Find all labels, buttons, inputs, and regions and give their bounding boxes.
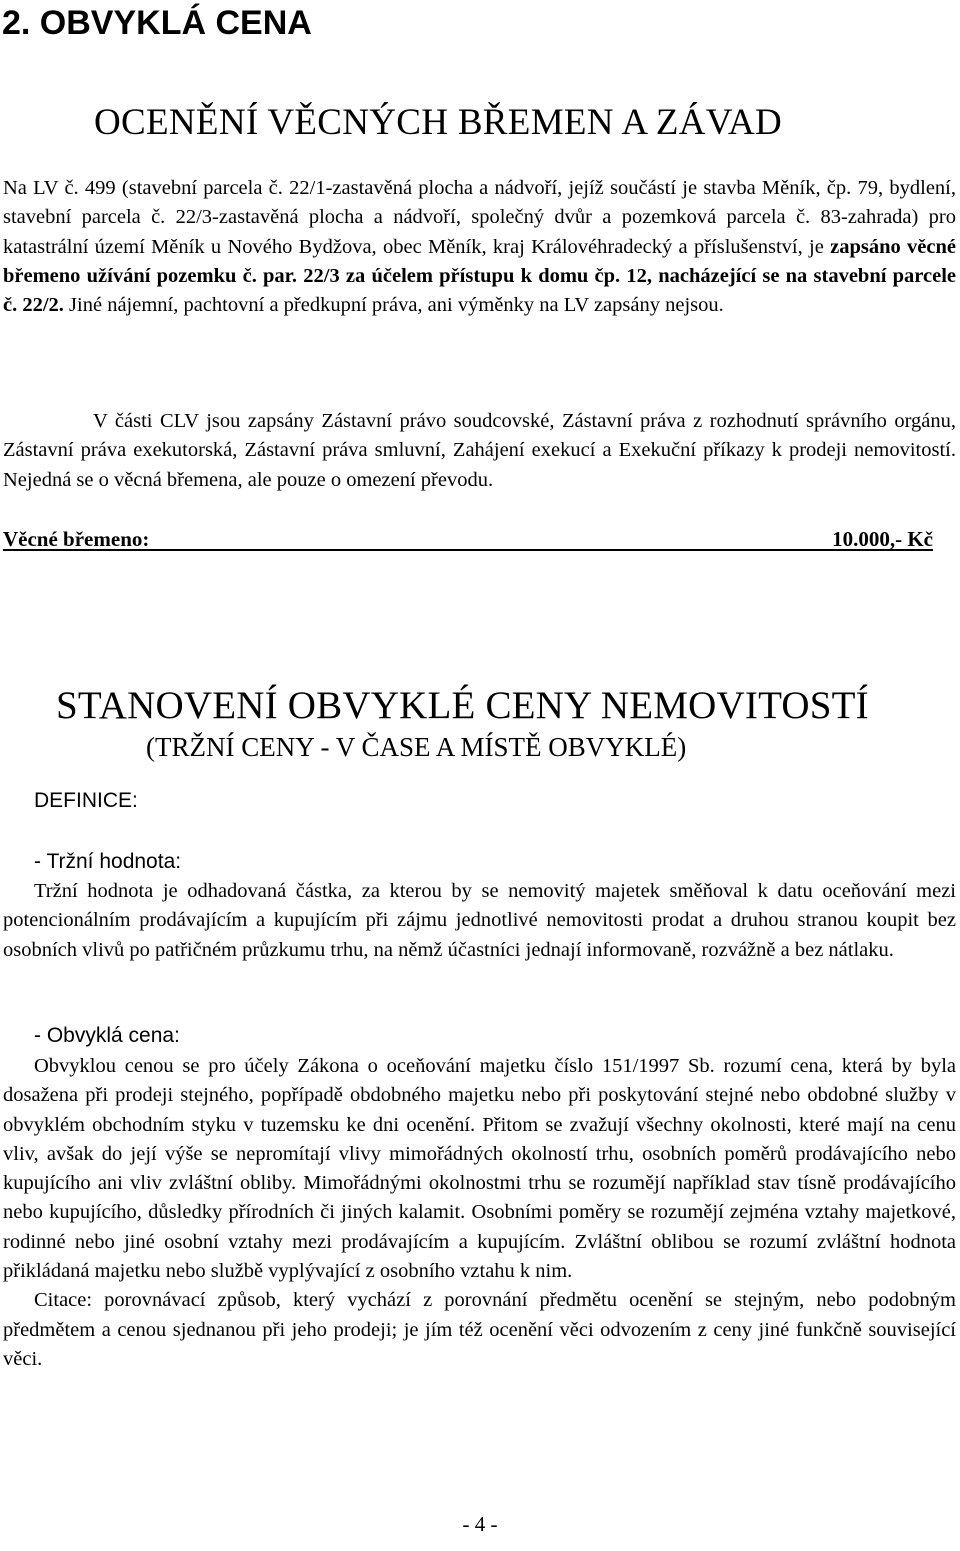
burden-label: Věcné břemeno: [3, 527, 150, 551]
definitions-label: DEFINICE: [34, 789, 138, 812]
lv-paragraph-text: Na LV č. 499 (stavební parcela č. 22/1-zastavěná plocha a nádvoří, jejíž součástí je stavba Měník, čp. 79, bydlení, stavební parcela č. 22/3-zastavěná plocha a nádvoří, společný dvůr a pozemková parcela č. 83-zahrada) pro katastrální území Měník u Nového Bydžova, obec Měník, kraj Královéhradecký a příslušenství, je [3, 177, 956, 258]
burden-value-line [3, 524, 933, 554]
market-value-heading: - Tržní hodnota: [34, 850, 182, 873]
main-subtitle: (TRŽNÍ CENY - V ČASE A MÍSTĚ OBVYKLÉ) [146, 732, 687, 762]
lv-paragraph-bold: zapsáno věcné břemeno užívání pozemku č. par. 22/3 za účelem přístupu k domu čp. 12, nacházející se na stavební parcele č. 22/2. [3, 235, 957, 317]
burdens-title: OCENĚNÍ VĚCNÝCH BŘEMEN A ZÁVAD [94, 102, 783, 143]
section-heading: 2. OBVYKLÁ CENA [2, 4, 312, 42]
citation-text: Citace: porovnávací způsob, který vychází z porovnání předmětu ocenění se stejným, nebo podobným předmětem a cenou sjednanou při jeho prodeji; je jím též ocenění věci odvozením z ceny jiné funkčně související věci. [3, 1289, 956, 1370]
clv-paragraph: V části CLV jsou zapsány Zástavní právo soudcovské, Zástavní práva z rozhodnutí správního orgánu, Zástavní práva exekutorská, Zástavní práva smluvní, Zahájení exekucí a Exekuční příkazy k prodeji nemovitostí. Nejedná se o věcná břemena, ale pouze o omezení převodu. [3, 410, 956, 491]
usual-price-heading: - Obvyklá cena: [34, 1024, 180, 1047]
lv-paragraph [3, 174, 956, 320]
usual-price-text: Obvyklou cenou se pro účely Zákona o oceňování majetku číslo 151/1997 Sb. rozumí cena, která by byla dosažena při prodeji stejného, popřípadě obdobného majetku nebo při poskytování stejné nebo obdobné služby v obvyklém obchodním styku v tuzemsku ke dni ocenění. Přitom se zvažují všechny okolnosti, které mají na cenu vliv, avšak do její výše se nepromítají vlivy mimořádných okolností trhu, osobních poměrů prodávajícího nebo kupujícího ani vliv zvláštní obliby. Mimořádnými okolnostmi trhu se rozumějí například stav tísně prodávajícího nebo kupujícího, důsledky přírodních či jiných kalamit. Osobními poměry se rozumějí zejména vztahy majetkové, rodinné nebo jiné osobní vztahy mezi prodávajícím a kupujícím. Zvláštní oblibou se rozumí zvláštní hodnota přikládaná majetku nebo službě vyplývající z osobního vztahu k nim. [3, 1055, 956, 1283]
burden-value: 10.000,- Kč [832, 527, 933, 551]
lv-paragraph-tail: Jiné nájemní, pachtovní a předkupní práva, ani výměnky na LV zapsány nejsou. [63, 294, 724, 317]
page-number: - 4 - [462, 1512, 498, 1536]
main-title: STANOVENÍ OBVYKLÉ CENY NEMOVITOSTÍ [56, 684, 869, 727]
market-value-text: Tržní hodnota je odhadovaná částka, za kterou by se nemovitý majetek směňoval k datu oceňování mezi potencionálním prodávajícím a kupujícím při zájmu jednotlivé nemovitosti prodat a druhou stranou koupit bez osobních vlivů po patřičném průzkumu trhu, na němž účastníci jednají informovaně, rozvážně a bez nátlaku. [3, 880, 956, 961]
usual-price-block [3, 1052, 956, 1374]
